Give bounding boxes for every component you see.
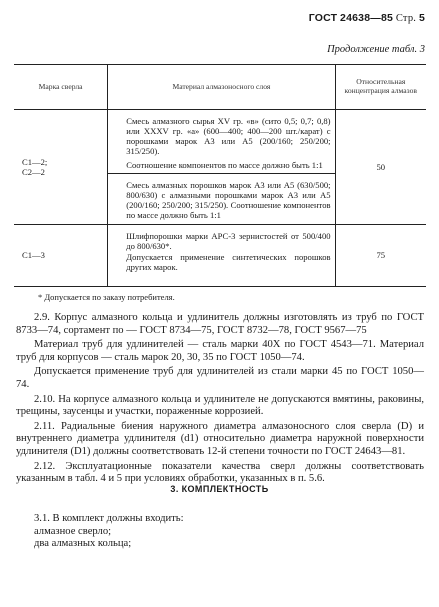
table-cell-material xyxy=(108,110,335,160)
col-header-material: Материал алмазоносного слоя xyxy=(108,65,335,110)
mark-value: С1—2; С2—2 xyxy=(22,156,48,178)
table-cell-concentration xyxy=(335,110,426,225)
table-cell-material xyxy=(108,160,335,174)
paragraph-2-9: 2.9. Корпус алмазного кольца и удлинитель должны изготовлять из труб по ГОСТ 8733—74, сортамент по — ГОСТ 8734—75, ГОСТ 8732—78, ГОСТ 9567—75 xyxy=(16,312,424,336)
material-text: Соотношение компонентов по массе должно быть 1:1 xyxy=(126,159,323,170)
table-cell-concentration xyxy=(335,225,426,287)
material-text: Смесь алмазных порошков марок А3 или А5 (630/500; 800/630) с алмазными порошками марок А3 или А5 (200/160; 250/200; 315/250). Соотношение компонентов по массе должно быть 1:1 xyxy=(126,179,331,221)
table-cell-mark xyxy=(14,110,108,225)
page-label: Стр. xyxy=(395,13,417,24)
table-cell-material xyxy=(108,173,335,225)
table-cell-mark xyxy=(14,225,108,287)
completeness-list xyxy=(34,513,184,551)
paragraph-allowance: Допускается применение труб для удлинителей из стали марки 45 по ГОСТ 1050—74. xyxy=(16,366,424,390)
table-header-row xyxy=(14,65,426,110)
page-header xyxy=(309,12,425,24)
col-header-concentration: Относительная концентрация алмазов xyxy=(335,65,426,110)
paragraph-2-11: 2.11. Радиальные биения наружного диаметра алмазоносного слоя сверла (D) и внутреннего диаметра удлинителя (d1) относительно диаметра наружной поверхности удлинителя (D1) должны соответствовать 12-й степени точности по ГОСТ 24643—81. xyxy=(16,420,424,457)
material-text: Допускается применение синтетических порошков других марок. xyxy=(126,251,331,272)
concentration-value: 50 xyxy=(376,162,386,173)
materials-table xyxy=(14,64,426,287)
table-cell-material xyxy=(108,225,335,287)
table-continuation-label: Продолжение табл. 3 xyxy=(327,44,425,55)
page-number: 5 xyxy=(418,12,425,24)
paragraph-2-10: 2.10. На корпусе алмазного кольца и удлинителе не допускаются вмятины, раковины, трещины, заусенцы и участки, пораженные коррозией. xyxy=(16,393,424,418)
concentration-value: 75 xyxy=(376,250,386,261)
standard-label: ГОСТ xyxy=(308,12,338,24)
table-footnote: * Допускается по заказу потребителя. xyxy=(38,292,175,302)
section-title: 3. КОМПЛЕКТНОСТЬ xyxy=(170,484,269,494)
main-text xyxy=(16,312,424,488)
col-header-mark: Марка сверла xyxy=(14,65,108,110)
list-item: 3.1. В комплект должны входить: xyxy=(34,513,184,524)
table-row xyxy=(14,225,426,287)
paragraph-tube-material: Материал труб для удлинителей — сталь марки 40Х по ГОСТ 4543—71. Материал труб для корпусов — сталь марок 20, 30, 35 по ГОСТ 1050—74. xyxy=(16,339,424,363)
material-text: Шлифпорошки марки АРС-3 зернистостей от 500/400 до 800/630*. xyxy=(126,231,331,252)
table-row xyxy=(14,110,426,160)
list-item: алмазное сверло; xyxy=(34,525,112,537)
mark-value: С1—3 xyxy=(22,250,45,261)
standard-number: 24638—85 xyxy=(340,12,394,24)
list-item: два алмазных кольца; xyxy=(34,538,132,550)
material-text: Смесь алмазного сырья XV гр. «в» (сито 0,5; 0,7; 0,8) или XXXV гр. «а» (600—400; 400—200 шт./карат) с порошками марок А3 или А5 (200/160; 250/200; 315/250). xyxy=(126,116,331,157)
paragraph-2-12: 2.12. Эксплуатационные показатели качества сверл должны соответствовать указанным в табл. 4 и 5 при условиях обработки, указанных в п. 5.6. xyxy=(16,460,424,485)
